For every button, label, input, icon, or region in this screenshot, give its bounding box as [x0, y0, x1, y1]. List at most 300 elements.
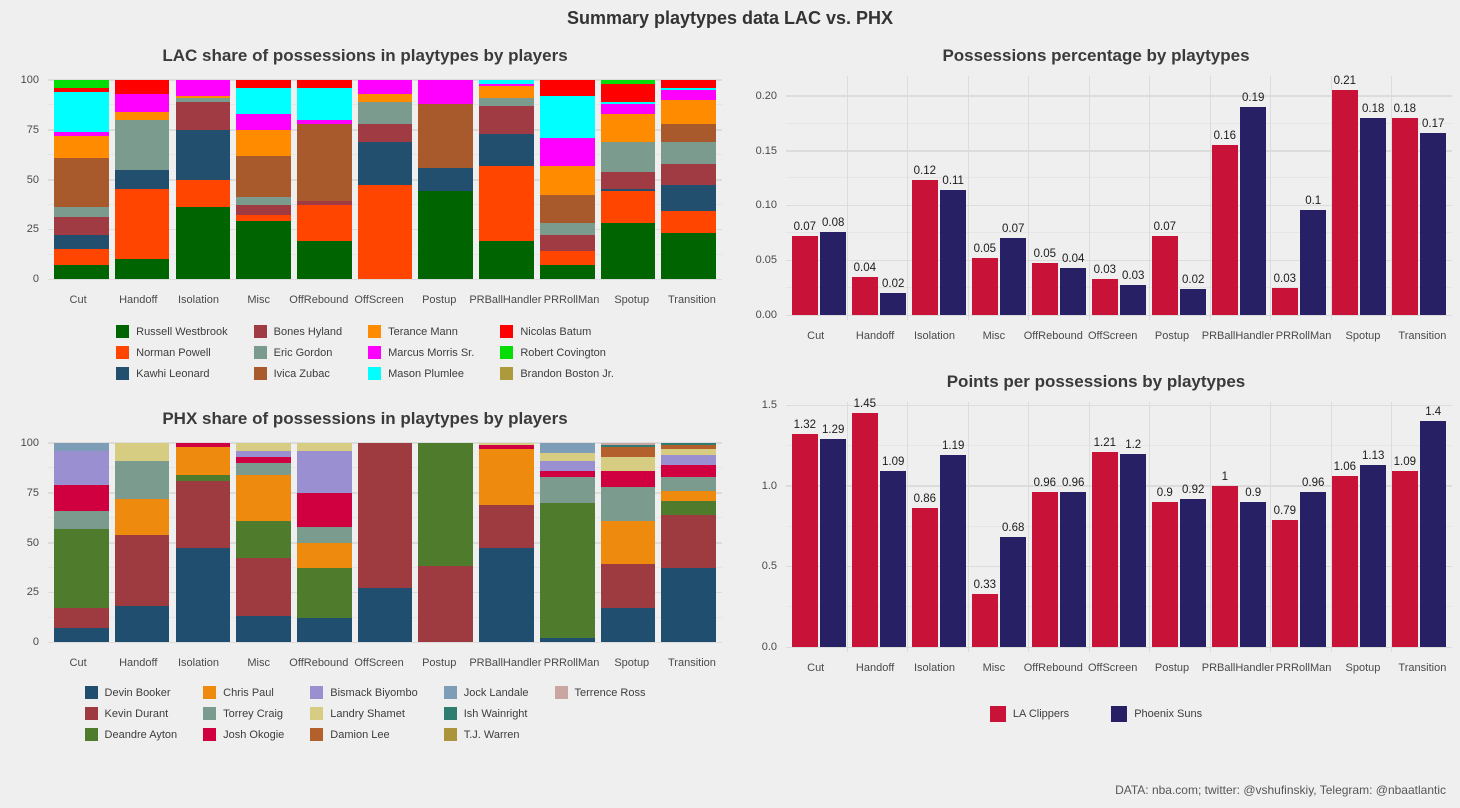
bar-value-label: 1.09	[882, 456, 905, 469]
bar-value-label: 1.2	[1125, 438, 1142, 451]
bar-segment	[601, 608, 656, 642]
legend-label: Devin Booker	[104, 686, 171, 699]
x-tick	[1202, 320, 1274, 342]
bar-segment	[115, 535, 170, 607]
legend-item	[1111, 704, 1202, 723]
x-tick	[602, 647, 662, 669]
bar-segment	[540, 235, 595, 251]
bar-segment	[418, 566, 473, 642]
bar-segment	[115, 461, 170, 499]
bar-segment	[297, 205, 352, 241]
x-tick	[964, 320, 1023, 342]
category-group	[537, 76, 598, 284]
bar-segment	[479, 86, 534, 98]
bar-column	[972, 579, 998, 647]
x-tick	[168, 647, 228, 669]
bar-segment	[540, 251, 595, 265]
bar-segment	[601, 114, 656, 142]
legend-swatch	[1111, 706, 1127, 722]
bar-value-label: 0.68	[1002, 522, 1025, 535]
players-legend	[8, 322, 722, 383]
bar-value-label: 0.19	[1242, 91, 1265, 104]
bar	[1272, 288, 1298, 315]
bar-segment	[54, 217, 109, 235]
y-tick-label: 0.0	[761, 641, 777, 653]
bar-value-label: 0.21	[1333, 75, 1356, 88]
x-tick	[229, 284, 289, 306]
bar-segment	[54, 451, 109, 485]
legend-label: Phoenix Suns	[1134, 707, 1203, 720]
bar-column	[1272, 273, 1298, 315]
bar	[940, 190, 966, 315]
bar-segment	[661, 515, 716, 569]
y-tick-label: 0	[32, 273, 39, 285]
legend-label: Landry Shamet	[330, 707, 405, 720]
x-tick	[349, 647, 409, 669]
bar	[852, 277, 878, 315]
bar-segment	[601, 223, 656, 279]
bar-column	[1060, 253, 1086, 315]
bar-segment	[297, 124, 352, 202]
x-tick-label: Isolation	[177, 294, 219, 306]
bar-segment	[601, 191, 656, 223]
bar	[1212, 145, 1238, 315]
bar-column	[1240, 92, 1266, 315]
bar-value-label: 0.05	[973, 243, 996, 255]
bar-segment	[297, 568, 352, 618]
x-tick-label: PRRollMan	[543, 657, 600, 669]
legend-swatch	[310, 728, 323, 741]
legend-swatch	[254, 367, 267, 380]
category-group	[172, 76, 233, 284]
bar-segment	[54, 529, 109, 609]
x-axis	[8, 647, 722, 669]
bar-value-label: 0.07	[1153, 221, 1176, 234]
bar	[1272, 520, 1298, 647]
x-tick	[469, 647, 541, 669]
bar-value-label: 0.05	[1033, 248, 1056, 261]
legend-label: Kevin Durant	[104, 707, 169, 720]
bar	[1420, 421, 1446, 647]
bars-area	[48, 439, 722, 647]
y-tick-label: 75	[26, 486, 39, 499]
stacked-bar	[479, 443, 534, 642]
bar-column	[1180, 274, 1206, 315]
legend-label: T.J. Warren	[463, 728, 520, 741]
x-tick-label: OffRebound	[289, 294, 349, 306]
legend-swatch	[85, 728, 98, 741]
category-group	[476, 76, 537, 284]
stacked-bar	[540, 443, 595, 642]
legend-item	[254, 322, 343, 341]
bar-segment	[479, 548, 534, 642]
legend-item	[500, 364, 614, 383]
x-tick	[1142, 320, 1201, 342]
bar	[1392, 471, 1418, 647]
bar-column	[1092, 437, 1118, 647]
bar	[912, 508, 938, 647]
category-group	[1089, 76, 1149, 320]
bar-column	[1420, 118, 1446, 315]
bar-segment	[479, 166, 534, 242]
bar-value-label: 0.07	[1002, 223, 1025, 236]
bar-value-label: 0.03	[1093, 263, 1116, 276]
x-tick-label: Misc	[982, 330, 1006, 342]
bar-value-label: 0.96	[1062, 477, 1085, 490]
x-axis	[740, 320, 1452, 342]
bar-segment	[236, 443, 291, 451]
bar-column	[880, 456, 906, 647]
bar-segment	[661, 80, 716, 88]
legend-swatch	[368, 346, 381, 359]
bar-segment	[297, 618, 352, 642]
y-tick-label: 0.20	[755, 89, 777, 102]
legend-label: Terrence Ross	[574, 686, 646, 699]
legend-label: Chris Paul	[223, 686, 274, 699]
bar-segment	[661, 568, 716, 642]
legend-label: Mason Plumlee	[388, 367, 464, 380]
category-group	[233, 76, 294, 284]
bar-column	[912, 165, 938, 315]
bar-segment	[601, 142, 656, 172]
legend-item	[116, 343, 228, 362]
plot-area	[786, 76, 1452, 320]
page-title: Summary playtypes data LAC vs. PHX	[566, 8, 894, 28]
x-tick	[1024, 652, 1083, 674]
bar-segment	[297, 443, 352, 451]
legend-swatch	[444, 686, 457, 699]
bar	[1240, 107, 1266, 315]
x-tick	[905, 320, 964, 342]
x-tick	[662, 284, 722, 306]
x-tick	[845, 320, 904, 342]
legend-item	[203, 683, 284, 702]
stacked-bar	[54, 80, 109, 279]
bar	[852, 413, 878, 647]
bar-segment	[236, 197, 291, 205]
bar-column	[1060, 477, 1086, 647]
bar-value-label: 1.13	[1362, 449, 1385, 462]
chart-title: LAC share of possessions in playtypes by players	[162, 46, 568, 65]
bar-column	[1392, 103, 1418, 315]
legend-label: Damion Lee	[330, 728, 390, 741]
bar-value-label: 1.4	[1425, 406, 1442, 419]
bar-segment	[479, 134, 534, 166]
bar	[820, 232, 846, 315]
bar-value-label: 0.9	[1156, 486, 1173, 499]
bar-segment	[297, 527, 352, 543]
bar	[972, 594, 998, 647]
bar-value-label: 0.04	[853, 261, 876, 274]
bar-segment	[297, 493, 352, 527]
bar	[1032, 492, 1058, 647]
x-tick	[108, 284, 168, 306]
bar-column	[1300, 195, 1326, 315]
y-axis	[8, 73, 48, 285]
x-tick	[1333, 320, 1392, 342]
category-group	[172, 439, 233, 647]
bar-segment	[479, 241, 534, 279]
bar-segment	[540, 166, 595, 196]
bar-column	[1332, 461, 1358, 647]
bar-segment	[297, 241, 352, 279]
bar-value-label: 1.06	[1333, 461, 1356, 474]
bar-segment	[358, 588, 413, 642]
bar-value-label: 0.16	[1213, 130, 1236, 143]
bar-column	[1120, 439, 1146, 647]
legend-swatch	[203, 707, 216, 720]
bar-segment	[54, 628, 109, 642]
bar-column	[1360, 450, 1386, 647]
x-tick	[108, 647, 168, 669]
bar-segment	[418, 104, 473, 168]
y-axis	[8, 436, 48, 648]
bar-segment	[115, 443, 170, 461]
bar-column	[940, 175, 966, 315]
legend-item	[254, 343, 343, 362]
x-tick-label: Misc	[982, 662, 1006, 674]
bar	[1212, 486, 1238, 647]
bar-column	[1180, 484, 1206, 647]
y-tick-label: 50	[26, 536, 39, 549]
x-tick-label: Postup	[1154, 330, 1190, 342]
bar-segment	[661, 233, 716, 279]
bar-segment	[540, 461, 595, 471]
bar-column	[1032, 248, 1058, 315]
y-tick-label: 0.15	[755, 144, 777, 157]
category-group	[294, 439, 355, 647]
legend-item	[368, 364, 474, 383]
x-tick	[1393, 652, 1452, 674]
category-group	[355, 439, 416, 647]
legend-item	[203, 725, 284, 744]
bar-column	[820, 217, 846, 315]
bar-segment	[601, 104, 656, 114]
chart-points-per-possession	[740, 368, 1452, 723]
x-tick-label: Transition	[667, 657, 716, 669]
bar-segment	[601, 487, 656, 521]
bar-value-label: 0.07	[793, 221, 816, 234]
bar-segment	[540, 443, 595, 453]
x-tick	[168, 284, 228, 306]
category-group	[1269, 402, 1329, 652]
legend-label: Jock Landale	[463, 686, 529, 699]
bar-column	[880, 278, 906, 315]
legend-swatch	[203, 728, 216, 741]
x-tick-label: Handoff	[855, 662, 895, 674]
legend-item	[85, 683, 178, 702]
bar-value-label: 0.33	[973, 578, 996, 591]
bar-segment	[176, 447, 231, 475]
legend-swatch	[116, 346, 129, 359]
legend-item	[85, 704, 178, 723]
category-group	[909, 402, 969, 652]
bar	[1420, 133, 1446, 315]
bar-segment	[358, 102, 413, 124]
bar-segment	[54, 136, 109, 158]
bar-value-label: 0.79	[1273, 504, 1296, 517]
category-group	[849, 398, 909, 652]
x-tick-label: PRRollMan	[1275, 662, 1332, 674]
chart-lac-share	[8, 42, 722, 383]
bar-segment	[236, 475, 291, 521]
category-group	[415, 439, 476, 647]
x-tick	[662, 647, 722, 669]
bar-segment	[540, 453, 595, 461]
bar-column	[1240, 487, 1266, 647]
bar-segment	[115, 80, 170, 94]
category-group	[1329, 402, 1389, 652]
plot-area	[48, 439, 722, 647]
legend-item	[310, 704, 417, 723]
x-tick	[1274, 652, 1333, 674]
x-tick	[845, 652, 904, 674]
x-tick	[541, 647, 601, 669]
category-group	[1149, 76, 1209, 320]
x-tick	[229, 647, 289, 669]
bar-value-label: 1.45	[853, 398, 876, 411]
bar-segment	[661, 465, 716, 477]
bars-area	[786, 76, 1452, 320]
x-tick-label: Cut	[69, 657, 87, 669]
x-tick-label: OffRebound	[289, 657, 349, 669]
stacked-bar	[358, 443, 413, 642]
legend-label: Bones Hyland	[273, 325, 343, 338]
bar-column	[1212, 471, 1238, 647]
x-tick	[289, 284, 349, 306]
stacked-bar	[661, 80, 716, 279]
x-tick-label: OffScreen	[1087, 330, 1138, 342]
bar-segment	[540, 503, 595, 638]
x-tick	[1024, 320, 1083, 342]
bar-segment	[54, 443, 109, 451]
bar-column	[1272, 505, 1298, 647]
category-group	[1389, 402, 1449, 652]
legend-item	[555, 683, 646, 702]
category-group	[112, 76, 173, 284]
x-axis	[740, 652, 1452, 674]
players-legend	[8, 683, 722, 744]
x-tick-label: PRBallHandler	[1201, 330, 1274, 342]
bar-segment	[236, 80, 291, 88]
category-group	[598, 76, 659, 284]
bar-value-label: 0.08	[822, 216, 845, 229]
chart-title: Points per possessions by playtypes	[946, 372, 1246, 391]
y-tick-label: 0.10	[755, 199, 777, 212]
y-axis	[740, 399, 786, 653]
category-group	[909, 76, 969, 320]
category-group	[1329, 76, 1389, 320]
legend-item	[116, 364, 228, 383]
x-tick	[1202, 652, 1274, 674]
legend-item	[203, 704, 284, 723]
x-tick	[541, 284, 601, 306]
y-axis	[740, 76, 786, 320]
x-tick-label: Transition	[1398, 662, 1447, 674]
bar-segment	[236, 463, 291, 475]
bar-segment	[661, 455, 716, 465]
x-tick	[409, 647, 469, 669]
bar-segment	[661, 185, 716, 211]
bar-segment	[661, 491, 716, 501]
x-tick-label: Cut	[69, 294, 87, 306]
y-tick-label: 50	[26, 173, 39, 186]
x-tick-label: Transition	[667, 294, 716, 306]
stacked-bar	[540, 80, 595, 279]
plot-area	[48, 76, 722, 284]
bar-segment	[236, 130, 291, 156]
category-group	[294, 76, 355, 284]
x-tick-label: Misc	[247, 657, 270, 669]
bar-segment	[176, 548, 231, 642]
bar-column	[1152, 487, 1178, 647]
x-tick	[786, 320, 845, 342]
legend-swatch	[85, 686, 98, 699]
bar-segment	[601, 471, 656, 487]
bar-value-label: 1.19	[942, 440, 965, 453]
legend-swatch	[254, 346, 267, 359]
legend-label: Russell Westbrook	[136, 325, 228, 338]
stacked-bar	[54, 443, 109, 642]
y-tick-label: 0	[32, 636, 39, 648]
category-group	[658, 439, 719, 647]
bar-column	[940, 440, 966, 647]
legend-label: Eric Gordon	[273, 346, 333, 359]
legend-swatch	[990, 706, 1006, 722]
bar-column	[852, 262, 878, 315]
stacked-bar	[115, 80, 170, 279]
x-tick-label: OffRebound	[1023, 662, 1083, 674]
category-group	[51, 76, 112, 284]
category-group	[598, 439, 659, 647]
bar-segment	[661, 211, 716, 233]
legend-swatch	[116, 325, 129, 338]
x-tick	[602, 284, 662, 306]
legend-label: Brandon Boston Jr.	[520, 367, 614, 380]
bar-segment	[176, 207, 231, 279]
x-tick-label: PRBallHandler	[469, 294, 542, 306]
category-group	[658, 76, 719, 284]
bar-segment	[418, 443, 473, 566]
category-group	[1089, 402, 1149, 652]
bar-segment	[297, 543, 352, 569]
stacked-bar	[601, 80, 656, 279]
x-tick	[289, 647, 349, 669]
x-tick-label: Cut	[807, 662, 825, 674]
bar-value-label: 0.02	[882, 278, 905, 291]
x-tick	[48, 647, 108, 669]
bar-column	[792, 419, 818, 647]
bar-column	[1332, 75, 1358, 315]
bar	[1360, 465, 1386, 647]
bar-value-label: 0.18	[1362, 102, 1385, 115]
plot-row	[8, 436, 722, 648]
category-group	[1029, 402, 1089, 652]
stacked-bar	[418, 80, 473, 279]
bar-segment	[236, 205, 291, 215]
stacked-bar	[236, 80, 291, 279]
bar-value-label: 1.29	[822, 424, 845, 437]
legend-swatch	[555, 686, 568, 699]
y-tick-label: 25	[26, 586, 39, 599]
category-group	[415, 76, 476, 284]
legend-label: Terance Mann	[388, 325, 458, 338]
bar-segment	[661, 124, 716, 142]
data-credit: DATA: nba.com; twitter: @vshufinskiy, Telegram: @nbaatlantic	[1115, 783, 1446, 797]
bar-value-label: 0.9	[1245, 486, 1262, 499]
bar-segment	[54, 485, 109, 511]
x-tick-label: Handoff	[119, 294, 158, 306]
